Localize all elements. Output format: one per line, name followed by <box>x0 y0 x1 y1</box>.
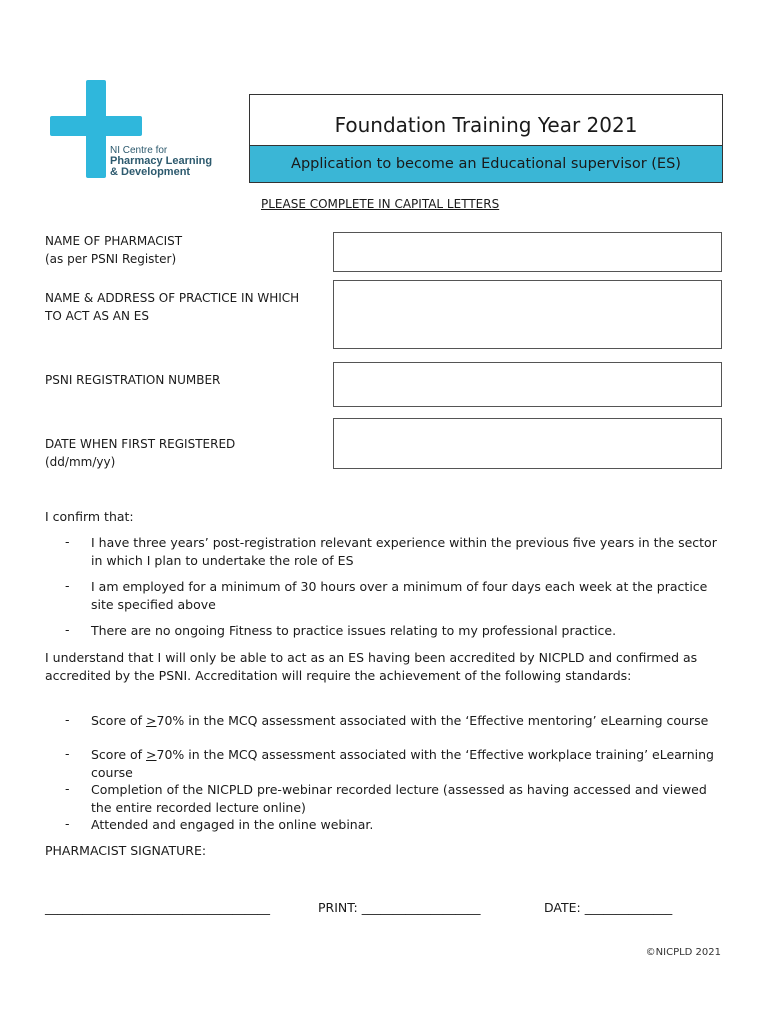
page-title: Foundation Training Year 2021 <box>334 113 638 137</box>
date-line[interactable]: ______________ <box>584 900 673 915</box>
greater-equal-symbol: > <box>146 713 157 728</box>
standard-text: Completion of the NICPLD pre-webinar recorded lecture (assessed as having accessed and viewed the entire recorded lecture online) <box>91 782 707 815</box>
confirm-item: There are no ongoing Fitness to practice issues relating to my professional practice. <box>91 623 617 638</box>
list-bullet: - <box>65 534 70 549</box>
plus-cross-icon-bar <box>50 116 142 136</box>
standard-prefix: Score of <box>91 747 147 762</box>
signature-line[interactable]: ____________________________________ <box>45 900 270 915</box>
understand-paragraph: I understand that I will only be able to act as an ES having been accredited by NICPLD and confirmed as accredited by the PSNI. Accreditation will require the achievement of the following standards: <box>45 650 698 683</box>
field-label-line: NAME OF PHARMACIST <box>45 234 183 248</box>
date-label: DATE: <box>544 900 585 915</box>
signature-heading: PHARMACIST SIGNATURE: <box>45 843 207 858</box>
logo-text <box>110 145 212 178</box>
field-label-line: TO ACT AS AN ES <box>45 309 149 323</box>
confirm-item: I have three years’ post-registration relevant experience within the previous five years in the sector in which I plan to undertake the role of ES <box>91 535 717 568</box>
registration-date-field[interactable] <box>333 418 722 469</box>
standard-text: 70% in the MCQ assessment associated with the ‘Effective mentoring’ eLearning course <box>156 713 709 728</box>
copyright-footer: ©NICPLD 2021 <box>645 947 721 958</box>
logo-line-3: & Development <box>110 166 191 178</box>
print-field[interactable] <box>318 900 480 915</box>
standard-item <box>91 781 721 817</box>
psni-number-field[interactable] <box>333 362 722 407</box>
instruction-note: PLEASE COMPLETE IN CAPITAL LETTERS <box>261 197 500 211</box>
practice-address-field[interactable] <box>333 280 722 349</box>
greater-equal-symbol: > <box>146 747 157 762</box>
standard-text: Attended and engaged in the online webinar. <box>91 817 374 832</box>
standard-item <box>91 712 721 730</box>
list-bullet: - <box>65 781 70 796</box>
list-bullet: - <box>65 816 70 831</box>
confirm-item: I am employed for a minimum of 30 hours over a minimum of four days each week at the practice site specified above <box>91 579 708 612</box>
field-label-line: PSNI REGISTRATION NUMBER <box>45 373 221 387</box>
field-label-psni-number <box>45 371 220 389</box>
standard-prefix: Score of <box>91 713 147 728</box>
standard-item <box>91 816 721 834</box>
print-label: PRINT: <box>318 900 362 915</box>
field-label-line: (dd/mm/yy) <box>45 455 116 469</box>
logo-line-2: Pharmacy Learning <box>110 155 213 167</box>
field-label-line: NAME & ADDRESS OF PRACTICE IN WHICH <box>45 291 300 305</box>
list-bullet: - <box>65 746 70 761</box>
page-subtitle: Application to become an Educational supervisor (ES) <box>250 145 722 182</box>
print-line[interactable]: ___________________ <box>361 900 481 915</box>
field-label-line: (as per PSNI Register) <box>45 252 177 266</box>
pharmacist-name-field[interactable] <box>333 232 722 272</box>
list-bullet: - <box>65 712 70 727</box>
field-label-line: DATE WHEN FIRST REGISTERED <box>45 437 236 451</box>
title-box <box>249 94 723 183</box>
field-label-registration-date <box>45 435 235 471</box>
field-label-pharmacist-name <box>45 232 182 268</box>
list-bullet: - <box>65 622 70 637</box>
logo-line-1: NI Centre for <box>110 145 168 156</box>
field-label-practice-address <box>45 289 299 325</box>
standard-text: 70% in the MCQ assessment associated with the ‘Effective workplace training’ eLearning course <box>91 747 714 780</box>
date-field[interactable] <box>544 900 672 915</box>
standard-item <box>91 746 721 782</box>
confirm-intro: I confirm that: <box>45 509 134 524</box>
list-bullet: - <box>65 578 70 593</box>
